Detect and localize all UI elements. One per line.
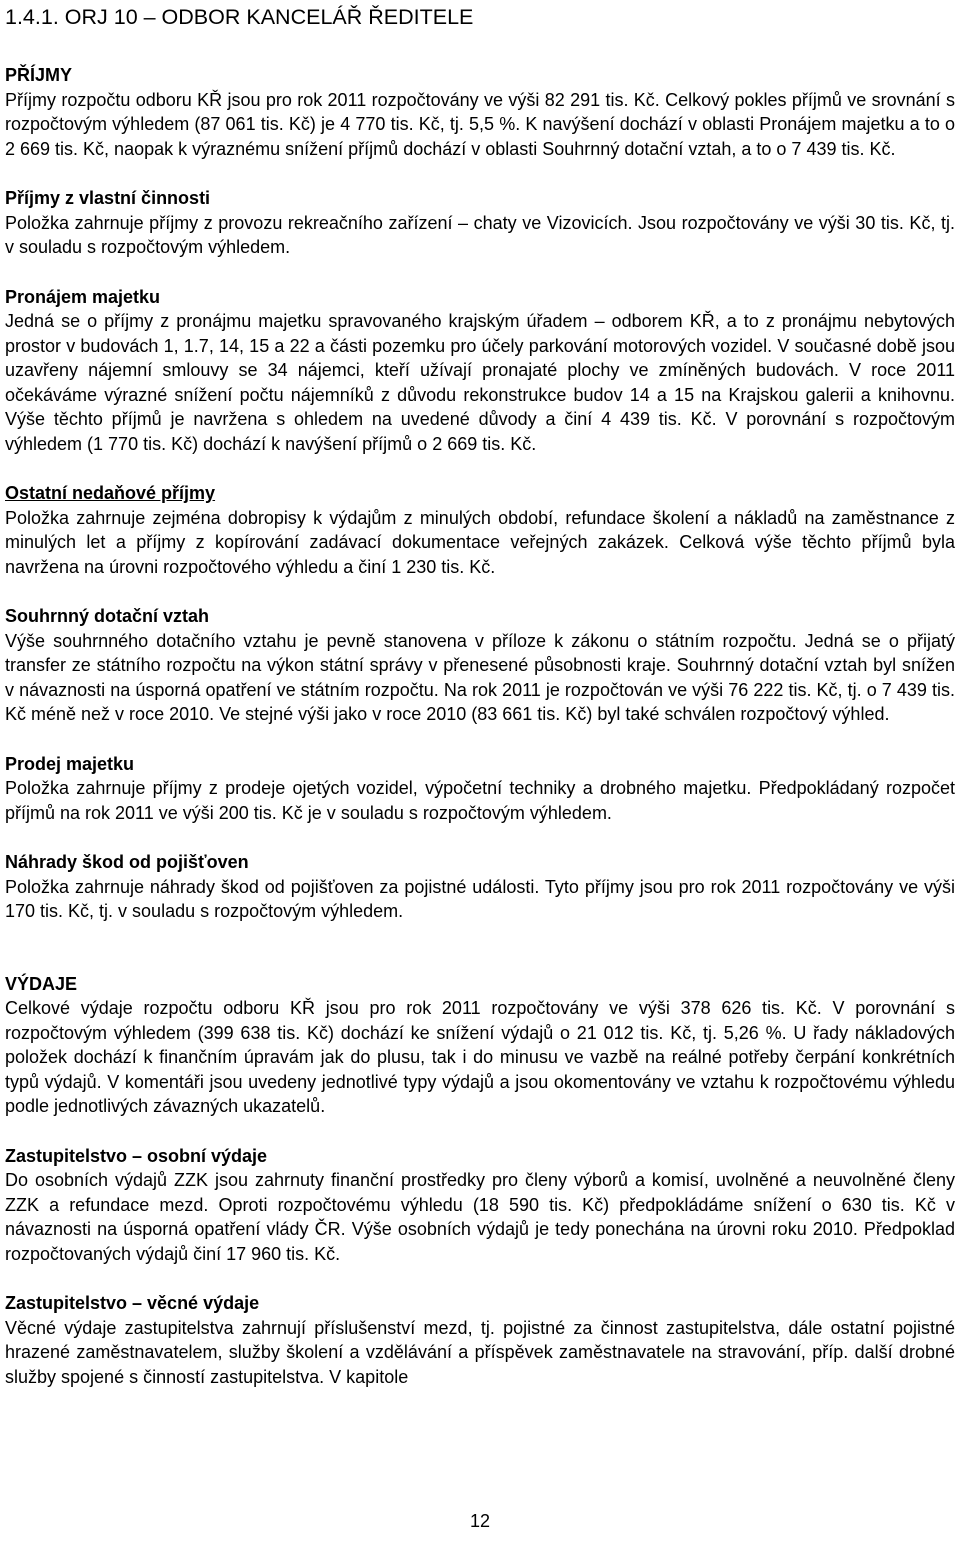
page-number: 12 [469,1511,491,1531]
section-heading: Náhrady škod od pojišťoven [5,852,249,872]
section-heading: Příjmy z vlastní činnosti [5,188,211,208]
section-heading: Souhrnný dotační vztah [5,606,210,626]
section-paragraph: Položka zahrnuje příjmy z provozu rekreačního zařízení – chaty ve Vizovicích. Jsou rozpočtovány ve výši 30 tis. Kč, tj. v souladu s rozpočtovým výhledem. [5,212,955,257]
expenses-council-material-section [5,1291,955,1389]
section-paragraph: Jedná se o příjmy z pronájmu majetku spravovaného krajským úřadem – odborem KŘ, a to z pronájmu nebytových prostor v budovách 1, 1.7, 14, 15 a 22 a části pozemku pro účely parkování motorových vozidel. V současné době jsou uzavřeny nájemní smlouvy se 34 nájemci, kteří užívají pronajaté plochy ve zmíněných budovách. V roce 2011 očekáváme výrazné snížení počtu nájemníků z důvodu rekonstrukce budov 14 a 15 na Krajskou galerii a knihovnu. Výše těchto příjmů je navržena s ohledem na uvedené důvody a činí 4 439 tis. Kč. V porovnání s rozpočtovým výhledem (1 770 tis. Kč) dochází k navýšení příjmů o 2 669 tis. Kč. [5,311,955,454]
document-page [5,3,955,1389]
income-asset-sale-section [5,752,955,826]
section-heading: Zastupitelstvo – osobní výdaje [5,1145,268,1166]
section-paragraph: Položka zahrnuje náhrady škod od pojišťoven za pojistné události. Tyto příjmy jsou pro rok 2011 rozpočtovány ve výši 170 tis. Kč, tj. v souladu s rozpočtovým výhledem. [5,876,955,921]
income-intro-section [5,63,955,161]
section-paragraph: Položka zahrnuje příjmy z prodeje ojetých vozidel, výpočetní techniky a drobného majetku. Předpokládaný rozpočet příjmů na rok 2011 ve výši 200 tis. Kč je v souladu s rozpočtovým výhledem. [5,778,955,823]
income-rental-section [5,285,955,457]
section-heading: Pronájem majetku [5,286,161,307]
section-paragraph: Položka zahrnuje zejména dobropisy k výdajům z minulých období, refundace školení a nákladů na zaměstnance z minulých let a příjmy z kopírování zadávací dokumentace veřejných zakázek. Celková výše těchto příjmů byla navržena na úrovni rozpočtového výhledu a činí 1 230 tis. Kč. [5,507,955,577]
section-paragraph: Výše souhrnného dotačního vztahu je pevně stanovena v příloze k zákonu o státním rozpočtu. Jedná se o přijatý transfer ze státního rozpočtu na výkon státní správy v přenesené působnosti kraje. Souhrnný dotační vztah byl snížen v návaznosti na úsporná opatření ve státním rozpočtu. Na rok 2011 je rozpočtován ve výši 76 222 tis. Kč, tj. o 7 439 tis. Kč méně než v roce 2010. Ve stejné výši jako v roce 2010 (83 661 tis. Kč) byl také schválen rozpočtový výhled. [5,630,955,724]
section-paragraph: Do osobních výdajů ZZK jsou zahrnuty finanční prostředky pro členy výborů a komisí, uvolněné a neuvolněné členy ZZK a refundace mezd. Oproti rozpočtovému výhledu (18 590 tis. Kč) předpokládáme snížení o 630 tis. Kč v návaznosti na úsporná opatření vlády ČR. Výše osobních výdajů je tedy ponechána na úrovni roku 2010. Předpoklad rozpočtovaných výdajů činí 17 960 tis. Kč. [5,1170,955,1264]
section-heading: Prodej majetku [5,753,135,774]
income-other-nontax-section [5,481,955,579]
section-heading: Zastupitelstvo – věcné výdaje [5,1293,260,1313]
expenses-intro-paragraph: Celkové výdaje rozpočtu odboru KŘ jsou pro rok 2011 rozpočtovány ve výši 378 626 tis. Kč. V porovnání s rozpočtovým výhledem (399 638 tis. Kč) dochází ke snížení výdajů o 21 012 tis. Kč, tj. 5,26 %. U řady nákladových položek dochází k finančním úpravám jak do plusu, tak i do minusu ve vazbě na reálné potřeby čerpání konkrétních typů výdajů. V komentáři jsou uvedeny jednotlivé typy výdajů a jsou okomentovány ve vztahu k rozpočtovému výhledu podle jednotlivých závazných ukazatelů. [5,998,955,1116]
expenses-intro-section [5,972,955,1119]
expenses-heading: VÝDAJE [5,973,78,994]
income-heading: PŘÍJMY [5,65,73,85]
section-heading: Ostatní nedaňové příjmy [5,483,216,503]
income-insurance-section [5,850,955,924]
income-subsidy-section [5,604,955,727]
section-paragraph: Věcné výdaje zastupitelstva zahrnují příslušenství mezd, tj. pojistné za činnost zastupitelstva, dále ostatní pojistné hrazené zaměstnavatelem, služby školení a vzdělávání a příspěvek zaměstnavatele na stravování, příp. další drobné služby spojené s činností zastupitelstva. V kapitole [5,1317,955,1387]
income-own-activity-section [5,186,955,260]
chapter-title: 1.4.1. ORJ 10 – ODBOR KANCELÁŘ ŘEDITELE [5,5,474,29]
income-intro-paragraph: Příjmy rozpočtu odboru KŘ jsou pro rok 2011 rozpočtovány ve výši 82 291 tis. Kč. Celkový pokles příjmů ve srovnání s rozpočtovým výhledem (87 061 tis. Kč) je 4 770 tis. Kč, tj. 5,5 %. K navýšení dochází v oblasti Pronájem majetku a to o 2 669 tis. Kč, naopak k výraznému snížení příjmů dochází v oblasti Souhrnný dotační vztah, a to o 7 439 tis. Kč. [5,89,955,159]
expenses-council-personal-section [5,1144,955,1267]
